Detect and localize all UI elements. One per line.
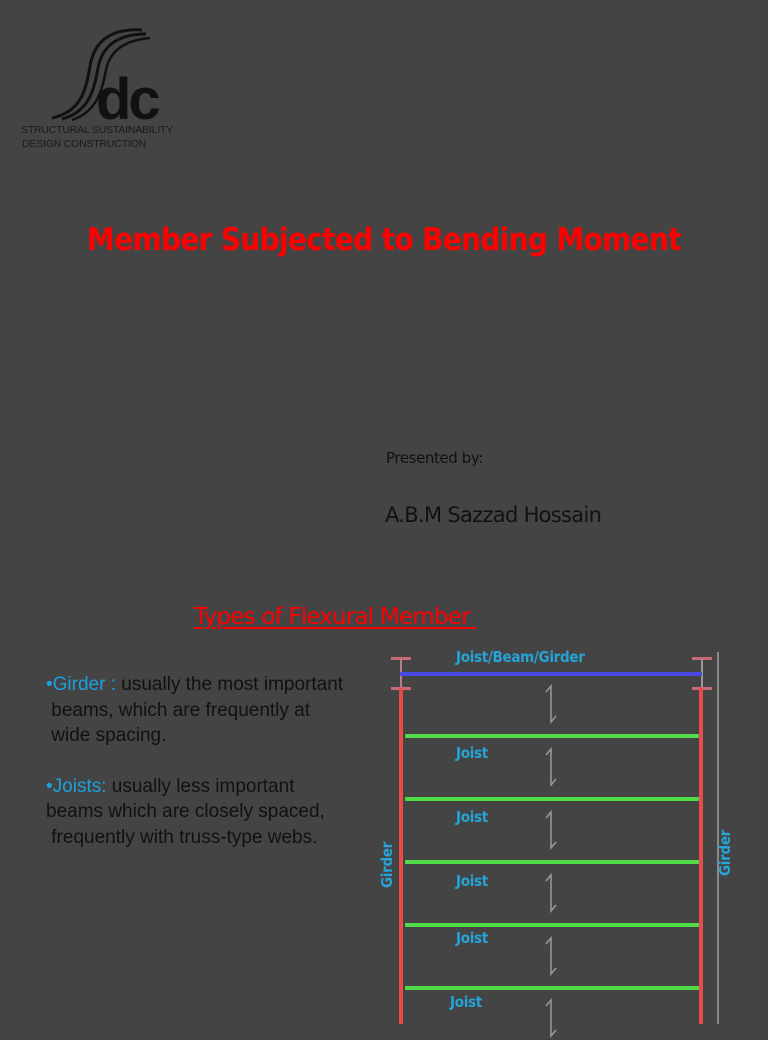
definition-list [46, 672, 386, 850]
joist-definition [46, 774, 386, 800]
joist-line [405, 734, 699, 738]
logo-tagline-2: DESIGN CONSTRUCTION [22, 138, 146, 150]
joist-line [405, 923, 699, 927]
break-symbol-icon [543, 682, 557, 726]
girder-definition [46, 672, 386, 698]
joist-line [405, 986, 699, 990]
break-symbol-icon [543, 934, 557, 978]
logo-tagline-1: STRUCTURAL SUSTAINABILITY [21, 124, 173, 136]
joist-line [405, 797, 699, 801]
left-girder-label: Girder [378, 841, 396, 888]
girder-term: •Girder : [46, 674, 122, 695]
flexural-member-diagram [370, 640, 768, 1024]
joist-line [405, 860, 699, 864]
right-girder-label: Girder [716, 829, 734, 876]
break-symbol-icon [543, 996, 557, 1040]
joist-label: Joist [456, 872, 488, 890]
break-symbol-icon [543, 745, 557, 789]
sdc-logo-icon [50, 26, 170, 122]
girder-text-line: usually the most important [121, 674, 344, 695]
joist-label: Joist [456, 808, 488, 826]
section-title: Types of Flexural Member [194, 604, 477, 630]
left-girder-line [399, 688, 403, 1024]
right-girder-line [699, 688, 703, 1024]
joist-text-line: frequently with truss-type webs. [46, 826, 318, 848]
top-beam-line [400, 672, 702, 676]
slide-title: Member Subjected to Bending Moment [87, 222, 681, 258]
joist-text-line: beams which are closely spaced, [46, 801, 325, 822]
joist-label: Joist [450, 993, 482, 1011]
presented-by-label: Presented by: [386, 449, 483, 467]
joist-text-line: usually less important [111, 775, 295, 797]
svg-text:dc: dc [96, 67, 158, 122]
joist-term: •Joists: [46, 775, 112, 797]
joist-label: Joist [456, 744, 488, 762]
top-beam-label: Joist/Beam/Girder [456, 648, 585, 666]
joist-label: Joist [456, 929, 488, 947]
break-symbol-icon [543, 808, 557, 852]
company-logo [18, 26, 178, 152]
girder-text-line: wide spacing. [46, 725, 167, 746]
girder-text-line: beams, which are frequently at [46, 699, 311, 721]
author-name: A.B.M Sazzad Hossain [385, 503, 602, 527]
break-symbol-icon [543, 871, 557, 915]
